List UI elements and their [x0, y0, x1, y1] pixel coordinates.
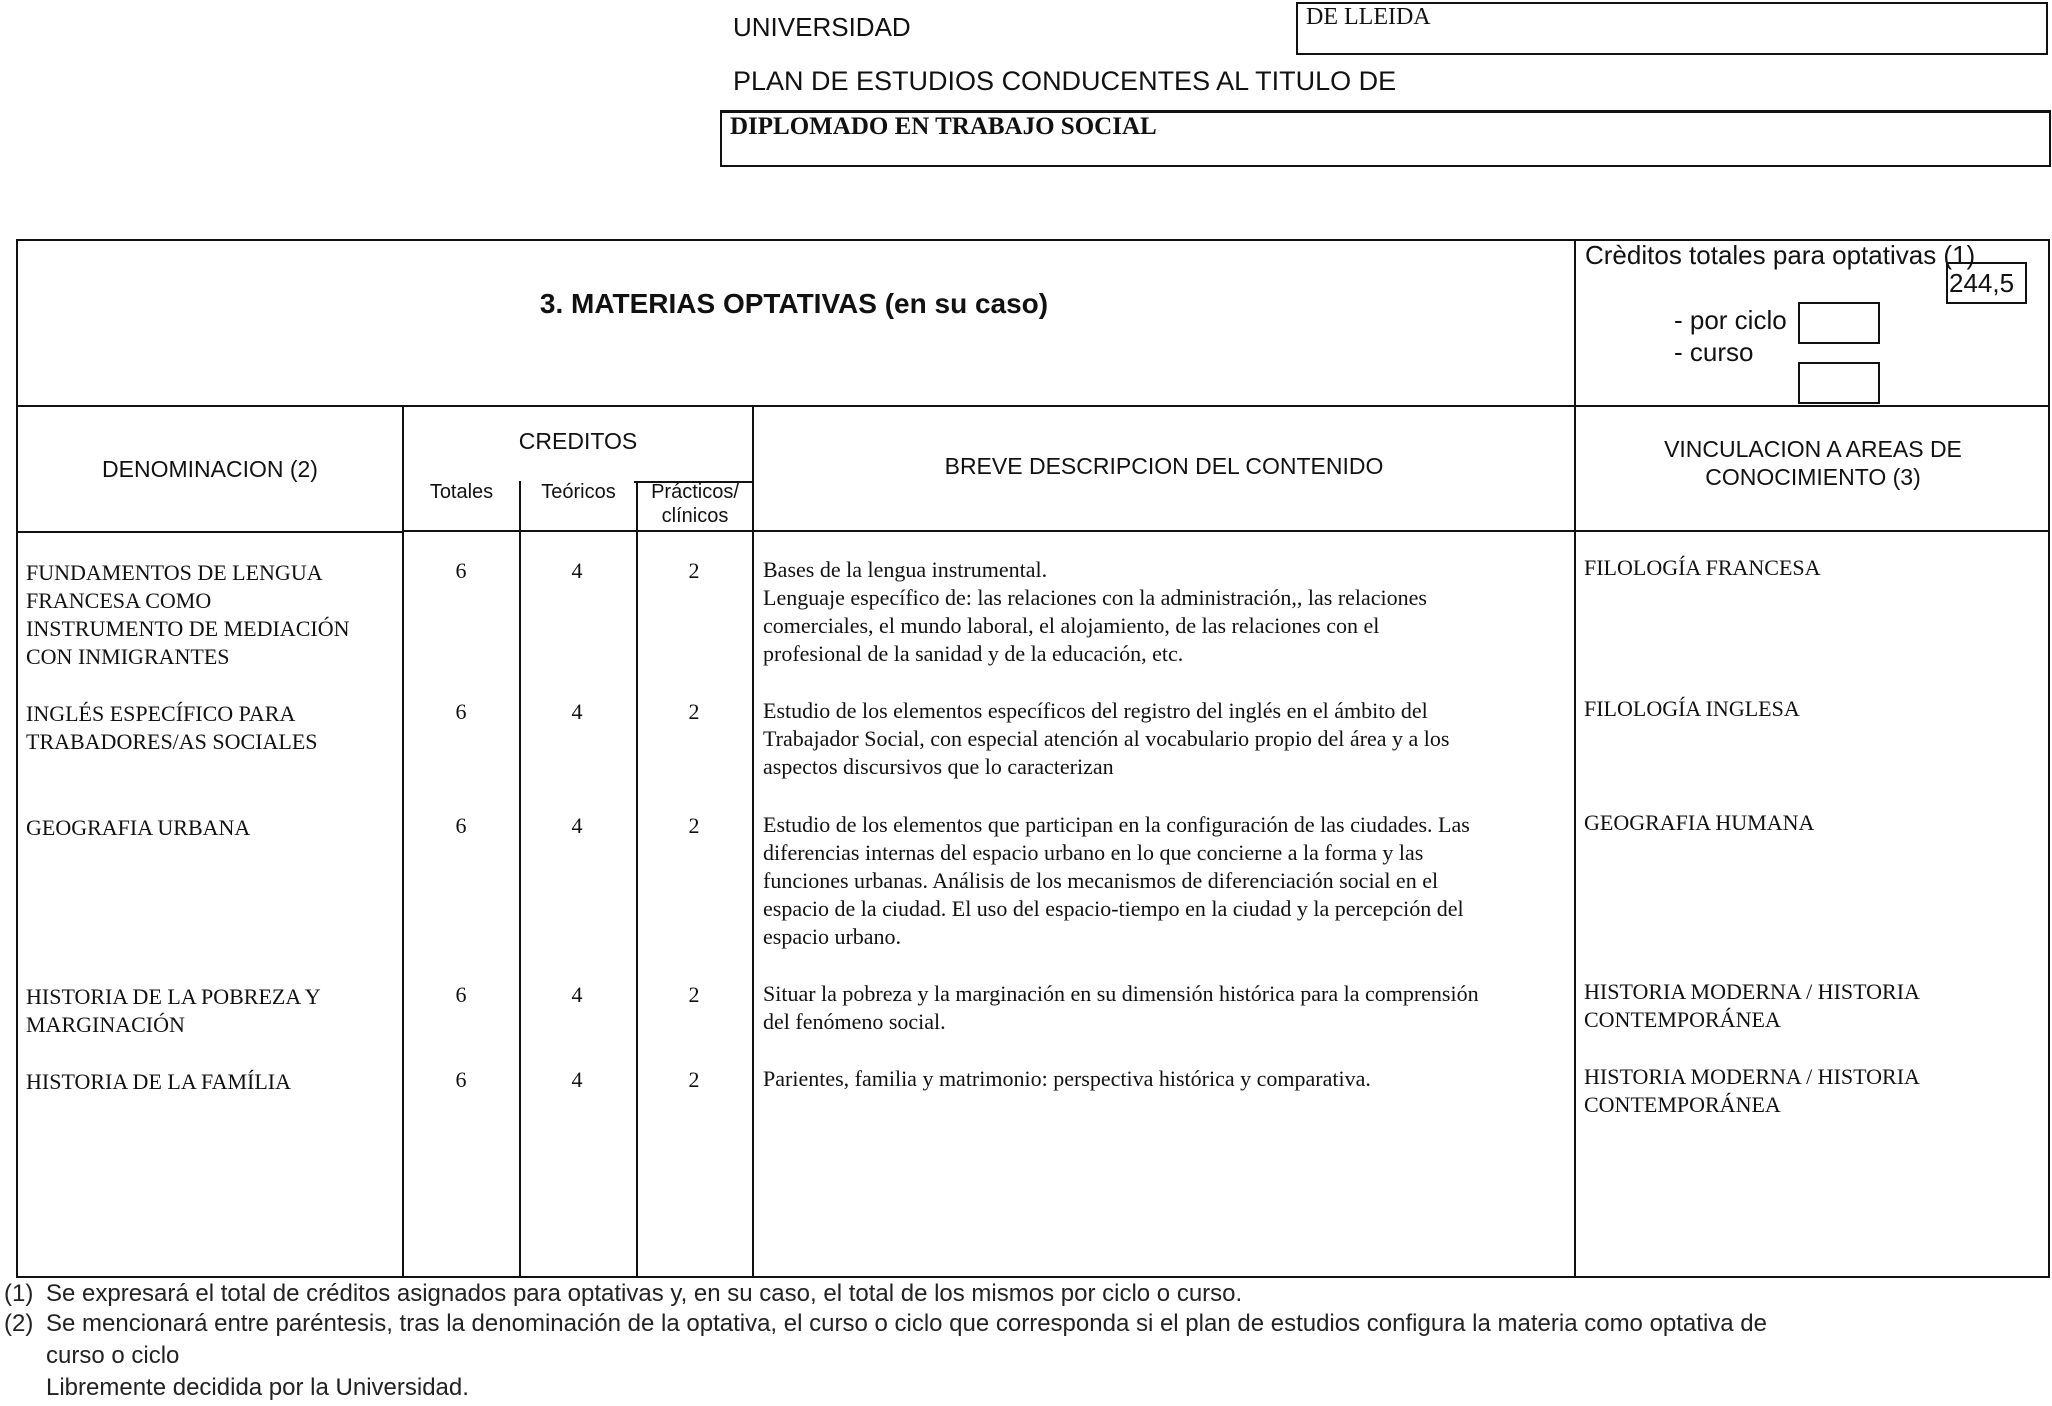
- knowledge-area: HISTORIA MODERNA / HISTORIA CONTEMPORÁNEA: [1584, 979, 1920, 1032]
- subject-name: HISTORIA DE LA POBREZA Y MARGINACIÓN: [26, 984, 321, 1037]
- footnote-1: Se expresará el total de créditos asignados para optativas y, en su caso, el total de los mismos por ciclo o curso.: [46, 1280, 1243, 1307]
- footnote-2: Se mencionará entre paréntesis, tras la denominación de la optativa, el curso o ciclo que corresponda si el plan de estudios configura la materia como optativa de: [46, 1310, 1767, 1337]
- section-title: 3. MATERIAS OPTATIVAS (en su caso): [539, 288, 1049, 319]
- credits-practicos: 2: [688, 1067, 700, 1092]
- credits-practicos: 2: [688, 699, 700, 724]
- credits-totales: 6: [455, 982, 467, 1007]
- credits-practicos: 2: [688, 558, 700, 583]
- subject-description: Parientes, familia y matrimonio: perspectiva histórica y comparativa.: [763, 1066, 1371, 1091]
- subject-description: Estudio de los elementos que participan en la configuración de las ciudades. Las diferencias internas del espacio urbano en lo que concierne a la forma y las funciones urbanas. Análisis de los mecanismos de diferenciación social en el espacio de la ciudad. El uso del espacio-tiempo en la ciudad y la percepción del espacio urbano.: [763, 812, 1470, 949]
- credits-totales: 6: [455, 699, 467, 724]
- credits-teoricos: 4: [571, 558, 583, 583]
- subject-name: INGLÉS ESPECÍFICO PARA TRABADORES/AS SOCIALES: [26, 701, 318, 754]
- subject-description: Estudio de los elementos específicos del registro del inglés en el ámbito del Trabajador Social, con especial atención al vocabulario propio del área y a los aspectos discursivos que lo caracterizan: [763, 698, 1450, 779]
- subject-name: GEOGRAFIA URBANA: [26, 815, 251, 840]
- credits-totales: 6: [455, 813, 467, 838]
- optional-credits-value: 244,5: [1949, 268, 2015, 298]
- column-header-teoricos: Teóricos: [541, 481, 616, 503]
- degree-title: DIPLOMADO EN TRABAJO SOCIAL: [730, 113, 1157, 140]
- credits-totales: 6: [455, 558, 467, 583]
- knowledge-area: FILOLOGÍA INGLESA: [1584, 696, 1800, 721]
- optional-credits-label: Crèditos totales para optativas (1): [1585, 240, 1976, 270]
- university-label: UNIVERSIDAD: [733, 12, 911, 42]
- subject-name: HISTORIA DE LA FAMÍLIA: [26, 1069, 292, 1094]
- credits-teoricos: 4: [571, 1067, 583, 1092]
- footnote-2-continued: curso o ciclo: [46, 1342, 180, 1369]
- subject-description: Situar la pobreza y la marginación en su dimensión histórica para la comprensión del fenómeno social.: [763, 981, 1479, 1034]
- column-header-totales: Totales: [429, 481, 494, 503]
- column-header-conocimiento: CONOCIMIENTO (3): [1705, 464, 1921, 490]
- plan-label: PLAN DE ESTUDIOS CONDUCENTES AL TITULO DE: [733, 66, 1397, 96]
- credits-teoricos: 4: [571, 982, 583, 1007]
- por-ciclo-label: - por ciclo: [1674, 305, 1787, 335]
- credits-teoricos: 4: [571, 813, 583, 838]
- column-header-practicos: Prácticos/: [651, 481, 739, 503]
- column-header-denominacion: DENOMINACION (2): [102, 456, 318, 482]
- column-header-descripcion: BREVE DESCRIPCION DEL CONTENIDO: [944, 453, 1384, 479]
- credits-practicos: 2: [688, 813, 700, 838]
- credits-teoricos: 4: [571, 699, 583, 724]
- column-header-clinicos: clínicos: [661, 505, 729, 527]
- curso-label: - curso: [1674, 337, 1754, 367]
- column-header-creditos: CREDITOS: [518, 428, 638, 454]
- footnote-3: Libremente decidida por la Universidad.: [46, 1374, 469, 1401]
- subject-description: Bases de la lengua instrumental. Lenguaje específico de: las relaciones con la administración,, las relaciones comerciales, el mundo laboral, el alojamiento, de las relaciones con el profesional de la sanidad y de la educación, etc.: [763, 557, 1427, 666]
- footnote-2-marker: (2): [4, 1310, 34, 1337]
- curso-box: [1798, 362, 1880, 404]
- knowledge-area: HISTORIA MODERNA / HISTORIA CONTEMPORÁNEA: [1584, 1064, 1920, 1117]
- credits-practicos: 2: [688, 982, 700, 1007]
- knowledge-area: FILOLOGÍA FRANCESA: [1584, 555, 1821, 580]
- footnote-1-marker: (1): [4, 1280, 34, 1307]
- credits-totales: 6: [455, 1067, 467, 1092]
- por-ciclo-box: [1798, 302, 1880, 344]
- university-value: DE LLEIDA: [1306, 4, 1431, 30]
- knowledge-area: GEOGRAFIA HUMANA: [1584, 810, 1815, 835]
- column-header-vinculacion: VINCULACION A AREAS DE: [1664, 436, 1962, 462]
- subject-name: FUNDAMENTOS DE LENGUA FRANCESA COMO INSTRUMENTO DE MEDIACIÓN CON INMIGRANTES: [26, 560, 350, 669]
